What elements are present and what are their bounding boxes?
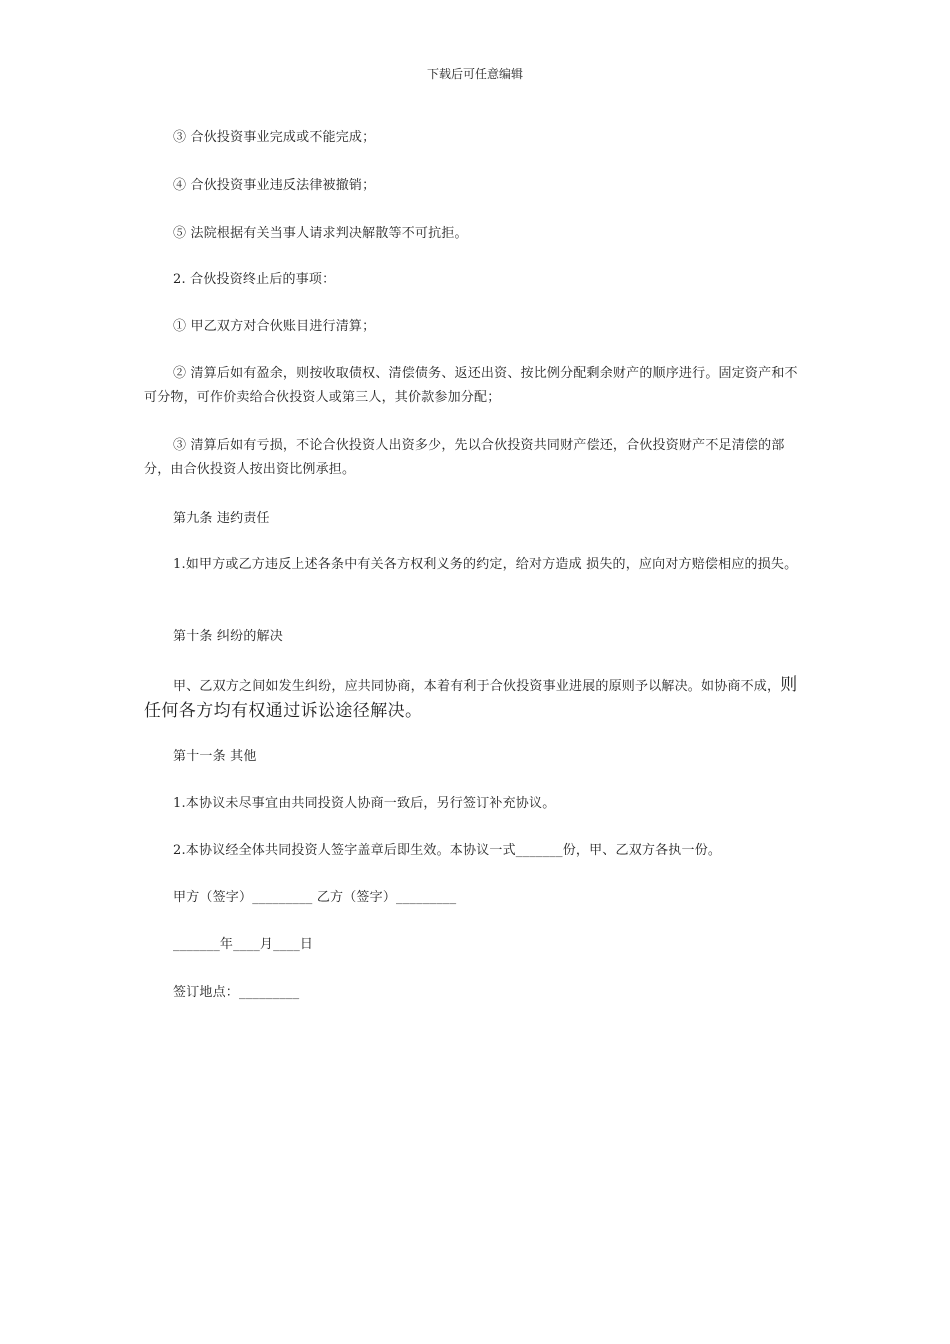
paragraph-clause-5: ⑤ 法院根据有关当事人请求判决解散等不可抗拒。 (173, 226, 468, 241)
date-line: _______年____月____日 (173, 937, 314, 952)
article-11-heading: 第十一条 其他 (173, 749, 257, 764)
paragraph-clause-3: ③ 合伙投资事业完成或不能完成； (173, 130, 376, 145)
article-9-heading: 第九条 违约责任 (173, 511, 270, 526)
signature-line: 甲方（签字）_________ 乙方（签字）_________ (173, 890, 457, 905)
paragraph-clause-4: ④ 合伙投资事业违反法律被撤销； (173, 178, 376, 193)
paragraph-other-1: 1.本协议未尽事宜由共同投资人协商一致后，另行签订补充协议。 (173, 796, 556, 811)
paragraph-settlement-1: ① 甲乙双方对合伙账目进行清算； (173, 319, 376, 334)
paragraph-settlement-2: ② 清算后如有盈余，则按收取债权、清偿债务、返还出资、按比例分配剩余财产的顺序进行。固定资产和不可分物，可作价卖给合伙投资人或第三人，其价款参加分配； (144, 366, 798, 405)
paragraph-dispute (144, 673, 806, 725)
signing-location-line: 签订地点：_________ (173, 985, 300, 1000)
article-10-heading: 第十条 纠纷的解决 (173, 629, 283, 644)
paragraph-settlement-3: ③ 清算后如有亏损，不论合伙投资人出资多少，先以合伙投资共同财产偿还，合伙投资财产不足清偿的部分，由合伙投资人按出资比例承担。 (144, 438, 785, 477)
paragraph-other-2: 2.本协议经全体共同投资人签字盖章后即生效。本协议一式_______份，甲、乙双方各执一份。 (173, 843, 722, 858)
paragraph-liability: 1.如甲方或乙方违反上述各条中有关各方权利义务的约定，给对方造成 损失的，应向对方赔偿相应的损失。 (173, 557, 798, 572)
paragraph-dispute-main: 甲、乙双方之间如发生纠纷，应共同协商，本着有利于合伙投资事业进展的原则予以解决。如协商不成， (173, 679, 781, 694)
page-header: 下载后可任意编辑 (426, 67, 523, 81)
paragraph-termination-heading: 2. 合伙投资终止后的事项： (173, 272, 336, 287)
paragraph-dispute-tail: 则任何各方均有权通过诉讼途径解决。 (144, 675, 798, 721)
